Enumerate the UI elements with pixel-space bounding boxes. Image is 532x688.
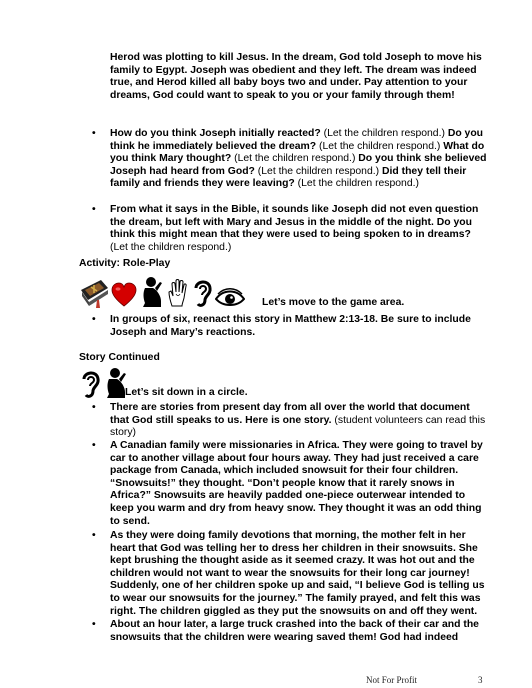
bold-text-segment: Do you think he immediately believed the dream? [110, 128, 484, 152]
activity-bullet: • In groups of six, reenact this story in Matthew 2:13-18. Be sure to include Joseph and Mary’s reactions. [92, 314, 471, 338]
plain-text-segment: (Let the children respond.) [297, 178, 419, 190]
eye-icon [215, 288, 245, 308]
story-bullet: • There are stories from present day from all over the world that document that God still speaks to us. Here is one story. (student volunteers can read this story) [92, 402, 486, 439]
activity-heading: Activity: Role-Play [79, 258, 171, 269]
activity-bullet-text: In groups of six, reenact this story in Matthew 2:13-18. Be sure to include Joseph and Mary’s reactions. [110, 314, 471, 338]
activity-cue: Let’s move to the game area. [262, 297, 405, 308]
page-number: 3 [478, 675, 483, 685]
heart-icon [111, 282, 137, 308]
question-text [110, 204, 478, 253]
activity-icon-row [79, 276, 245, 308]
question-bullet: • How do you think Joseph initially reacted? (Let the children respond.) Do you think he immediately believed the dream? (Let the children respond.) What do you think Mary thought? (Let the children respond.) Do you think she believed Joseph had heard from God? (Let the children respond.) Did they tell their family and friends they were leaving? (Let the children respond.) [92, 128, 487, 190]
story-bullet-text [110, 619, 479, 643]
plain-text-segment: (Let the children respond.) [110, 241, 232, 253]
story-bullet-text [110, 402, 485, 438]
story-heading: Story Continued [79, 352, 160, 363]
plain-text-segment: (Let the children respond.) [319, 140, 444, 152]
bold-text-segment: Do you think she believed Joseph had heard from God? [110, 153, 487, 177]
story-bullet-text [110, 530, 485, 617]
bible-icon [79, 276, 109, 308]
story-bullet-text [110, 440, 483, 527]
hand-icon [167, 278, 189, 308]
plain-text-segment: (Let the children respond.) [323, 128, 448, 139]
ear-icon [191, 278, 213, 308]
story-cue: Let’s sit down in a circle. [125, 387, 248, 398]
story-bullet: • As they were doing family devotions that morning, the mother felt in her heart that God was telling her to dress her children in their snowsuits. She kept brushing the thought aside as it seemed crazy. It was hot out and the children would not want to wear the snowsuits for their long car journey! Suddenly, one of her children spoke up and said, “I believe God is telling us to wear our snowsuits for the journey.” The family prayed, and felt this was right. The children giggled as they put the snowsuits on and off they went. [92, 530, 485, 617]
bold-text-segment: What do you think Mary thought? [110, 140, 485, 165]
bold-text-segment: How do you think Joseph initially reacted? [110, 128, 324, 139]
bold-text-segment: There are stories from present day from all over the world that document that God still speaks to us. Here is one story. [110, 402, 470, 426]
plain-text-segment: (Let the children respond.) [234, 153, 359, 165]
ear-icon [79, 369, 101, 399]
question-bullet: • From what it says in the Bible, it sounds like Joseph did not even question the dream, but left with Mary and Jesus in the middle of the night. Do you think this might mean that they were used to being spoken to in dreams? (Let the children respond.) [92, 204, 479, 253]
plain-text-segment: (Let the children respond.) [257, 165, 382, 177]
story-bullet: • About an hour later, a large truck crashed into the back of their car and the snowsuits that the children were wearing saved them! God had indeed [92, 619, 479, 643]
plain-text-segment: (student volunteers can read this story) [110, 414, 486, 439]
footer-label: Not For Profit [366, 675, 418, 685]
bold-text-segment: From what it says in the Bible, it sounds like Joseph did not even question the dream, but left with Mary and Jesus in the middle of the night. Do you think this might mean that they were used to being spoken to in dreams? [110, 204, 479, 241]
intro-paragraph: Herod was plotting to kill Jesus. In the dream, God told Joseph to move his family to Egypt. Joseph was obedient and they left. The dream was indeed true, and Herod killed all baby boys two and under. Pay attention to your dreams, God could want to speak to you or your family through them! [110, 52, 482, 101]
bold-text-segment: About an hour later, a large truck crashed into the back of their car and the snowsuits that the children were wearing saved them! God had indeed [110, 619, 479, 643]
story-icon-row [79, 367, 129, 399]
praying-person-icon [139, 276, 165, 308]
story-bullet: • A Canadian family were missionaries in Africa. They were going to travel by car to another village about four hours away. They had just received a care package from Canada, which included snowsuit for their four children. “Snowsuits!” they thought. “Don’t people know that it rarely snows in Africa?” Snowsuits are heavily padded one-piece outerwear intended to keep you warm and dry from heavy snow. They thought it was an odd thing to send. [92, 440, 483, 527]
bold-text-segment: A Canadian family were missionaries in Africa. They were going to travel by car to another village about four hours away. They had just received a care package from Canada, which included snowsuit for their four children. “Snowsuits!” they thought. “Don’t people know that it rarely snows in Africa?” Snowsuits are heavily padded one-piece outerwear intended to keep you warm and dry from heavy snow. They thought it was an odd thing to send. [110, 440, 483, 527]
bold-text-segment: As they were doing family devotions that morning, the mother felt in her heart that God was telling her to dress her children in their snowsuits. She kept brushing the thought aside as it seemed crazy. It was hot out and the children would not want to wear the snowsuits for their long car journey! Suddenly, one of her children spoke up and said, “I believe God is telling us to wear our snowsuits for the journey.” The family prayed, and felt this was right. The children giggled as they put the snowsuits on and off they went. [110, 530, 485, 617]
question-text [110, 128, 486, 189]
bold-text-segment: Did they tell their family and friends they were leaving? [110, 165, 467, 190]
